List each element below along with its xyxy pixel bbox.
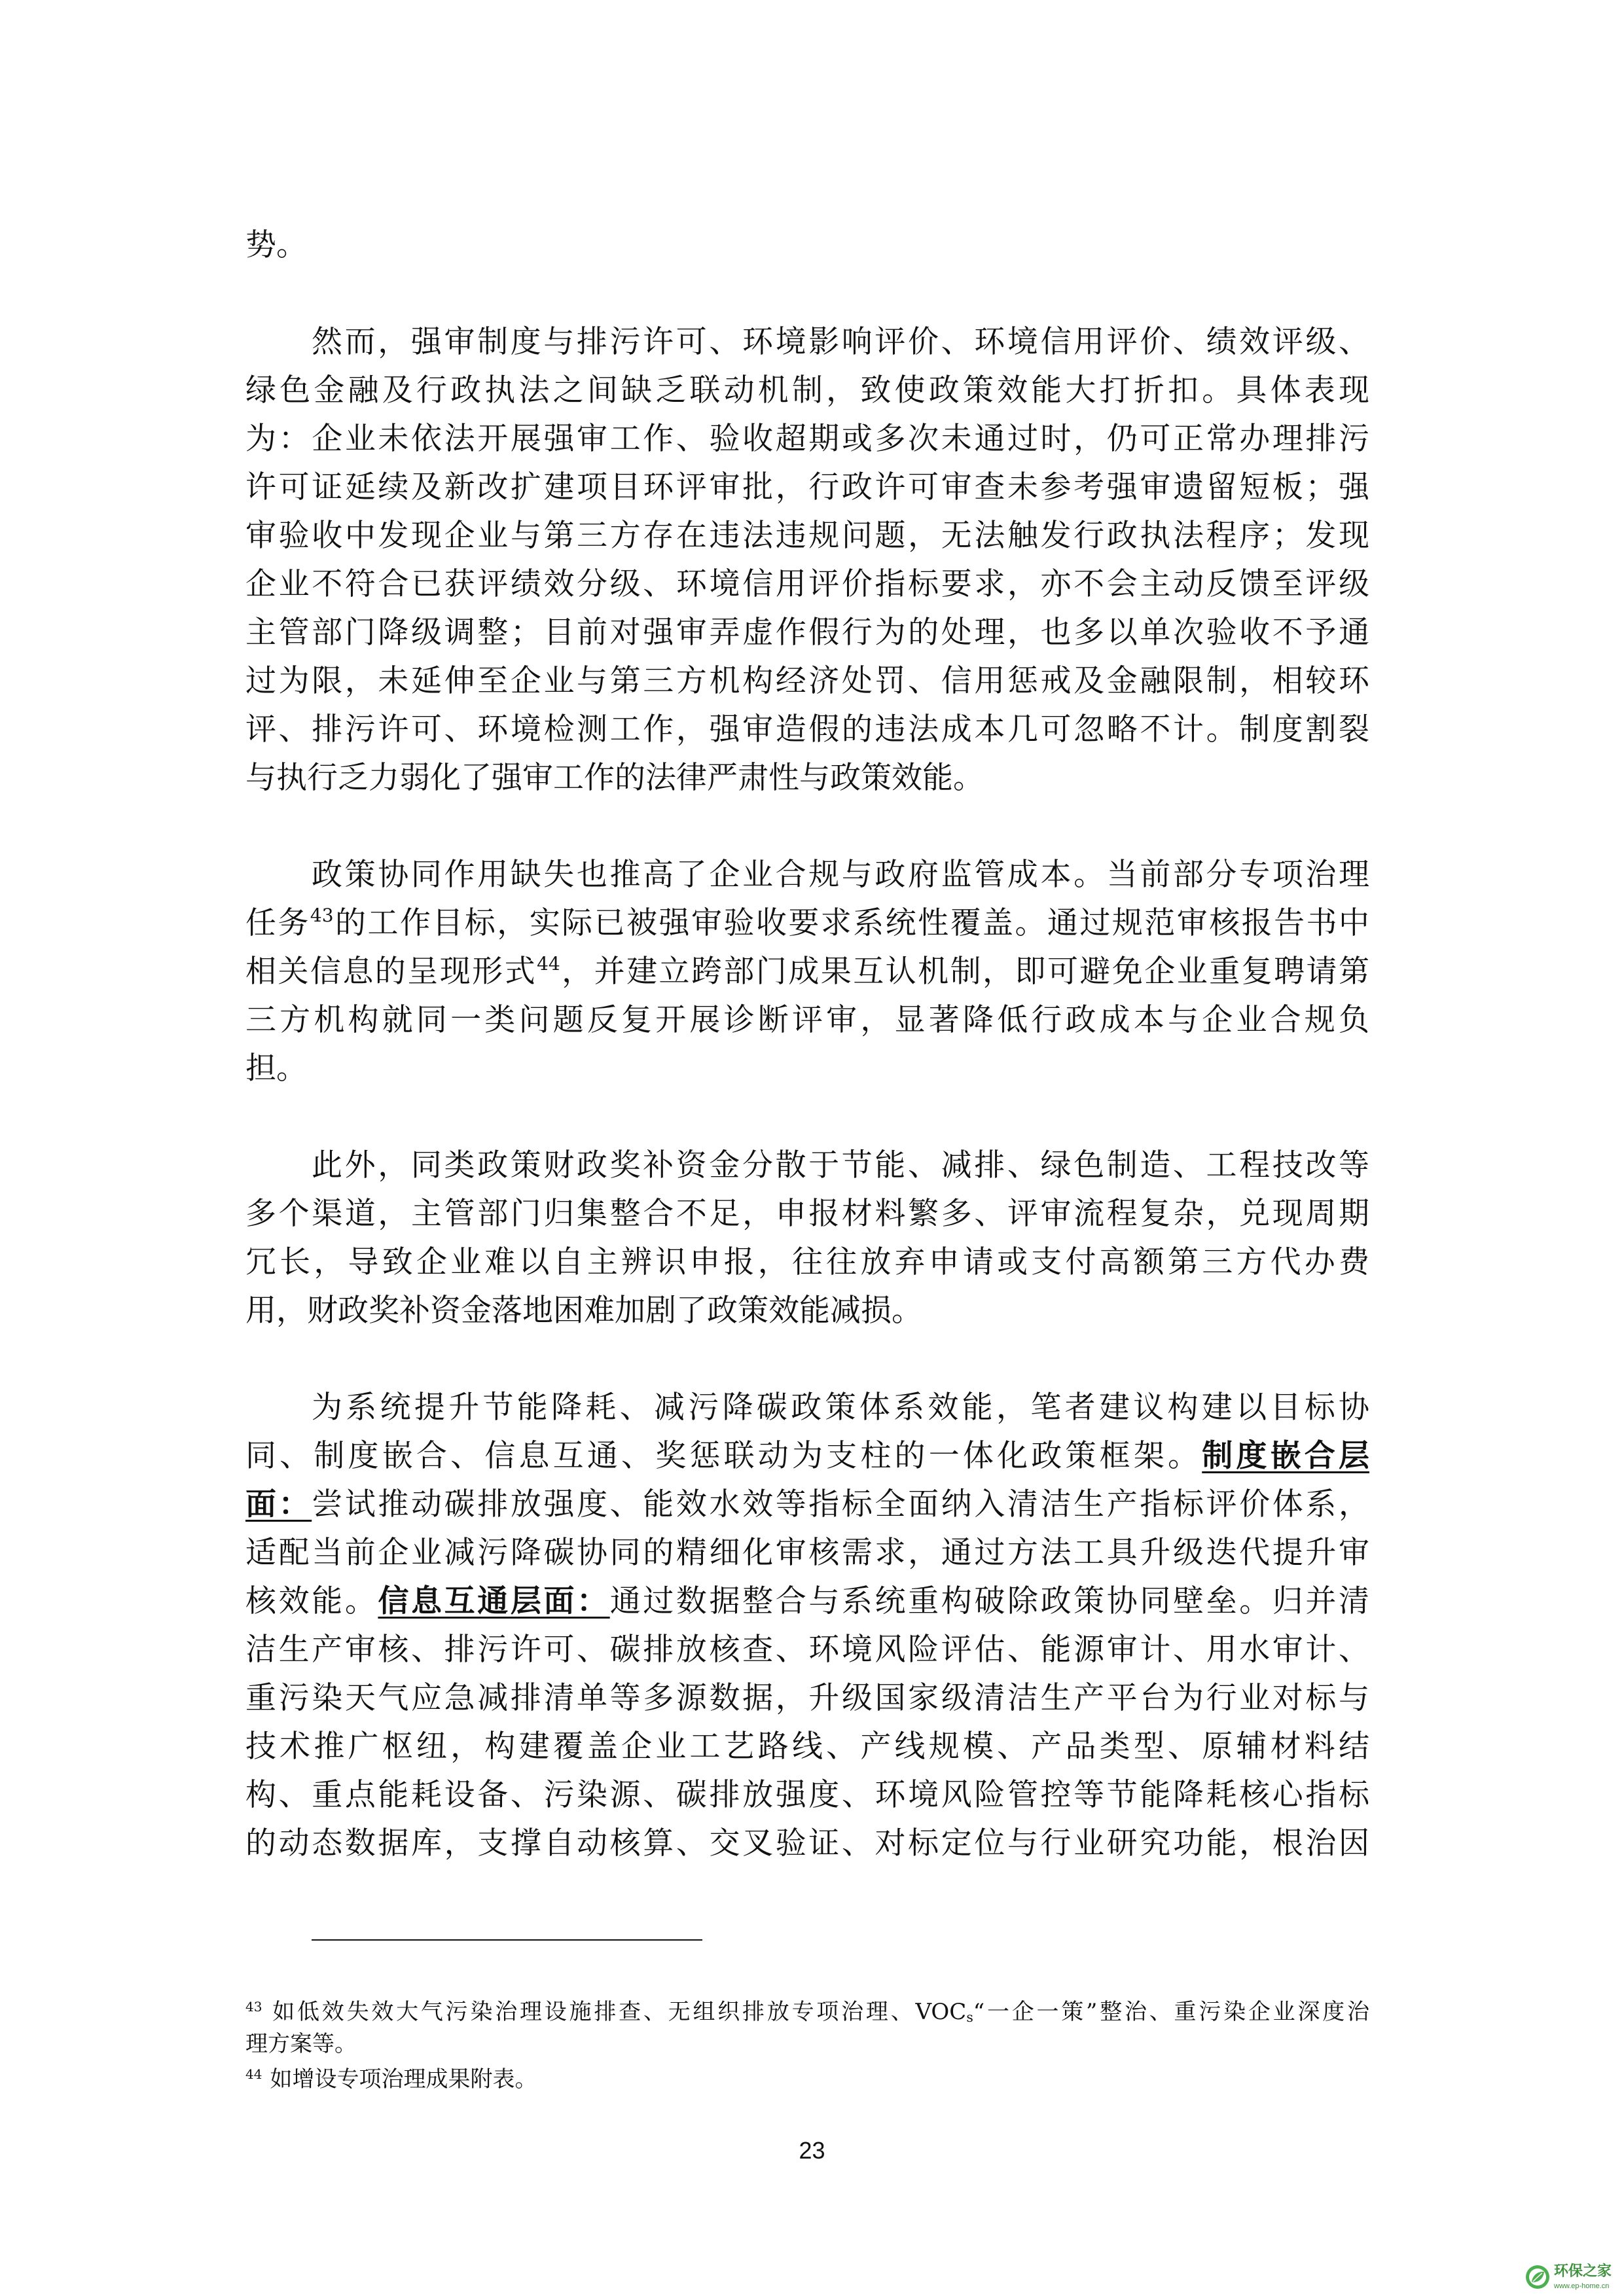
text-run: 为系统提升节能降耗、减污降碳政策体系效能，笔者建议构建以目标协 <box>312 1390 1369 1426</box>
text-run: 重污染天气应急减排清单等多源数据，升级国家级清洁生产平台为行业对标与 <box>245 1680 1369 1716</box>
text-line <box>245 851 1369 899</box>
footnote <box>245 2064 1369 2096</box>
footnote-line <box>245 2064 1369 2096</box>
text-run: 相关信息的呈现形式 <box>245 954 537 990</box>
text-run: 通过数据整合与系统重构破除政策协同壁垒。归并清 <box>609 1583 1370 1619</box>
text-run: 如增设专项治理成果附表。 <box>270 2066 537 2092</box>
subscript: s <box>966 2009 973 2026</box>
text-line <box>245 706 1369 754</box>
text-line <box>245 1723 1369 1771</box>
text-run: 核效能。 <box>245 1583 378 1619</box>
text-run: 主管部门降级调整；目前对强审弄虚作假行为的处理，也多以单次验收不予通 <box>245 615 1369 651</box>
footnote-number: 44 <box>245 2066 262 2082</box>
text-line <box>245 1674 1369 1723</box>
text-run: ，并建立跨部门成果互认机制，即可避免企业重复聘请第 <box>560 954 1370 990</box>
text-line <box>245 1287 1369 1335</box>
paragraph <box>245 1141 1369 1335</box>
text-line <box>245 1141 1369 1190</box>
text-line <box>245 609 1369 657</box>
footnote <box>245 1996 1369 2060</box>
paragraph <box>245 1384 1369 1868</box>
text-run: 理方案等。 <box>245 2031 357 2057</box>
footnote-line <box>245 1996 1369 2028</box>
leaf-logo-icon <box>1525 2265 1550 2289</box>
text-run: 的动态数据库，支撑自动核算、交叉验证、对标定位与行业研究功能，根治因 <box>245 1825 1369 1861</box>
text-line <box>245 415 1369 463</box>
text-run: 势。 <box>245 227 307 263</box>
text-run: 企业不符合已获评绩效分级、环境信用评价指标要求，亦不会主动反馈至评级 <box>245 566 1369 602</box>
text-line <box>245 1238 1369 1287</box>
text-run: “一企一策”整治、重污染企业深度治 <box>973 1999 1369 2025</box>
text-run: 的工作目标，实际已被强审验收要求系统性覆盖。通过规范审核报告书中 <box>333 905 1370 941</box>
footnote-number: 43 <box>245 1999 262 2015</box>
text-run: 然而，强审制度与排污许可、环境影响评价、环境信用评价、绩效评级、 <box>312 324 1369 360</box>
text-run: 任务 <box>245 905 310 941</box>
text-run: 冗长，导致企业难以自主辨识申报，往往放弃申请或支付高额第三方代办费 <box>245 1244 1369 1280</box>
text-line <box>245 221 1369 270</box>
text-line <box>245 1045 1369 1093</box>
text-run: 适配当前企业减污降碳协同的精细化审核需求，通过方法工具升级迭代提升审 <box>245 1535 1369 1571</box>
watermark-url: www.ep-home.cn <box>1554 2282 1610 2290</box>
text-line <box>245 1626 1369 1674</box>
text-line <box>245 996 1369 1045</box>
text-run: 技术推广枢纽，构建覆盖企业工艺路线、产线规模、产品类型、原辅材料结 <box>245 1729 1369 1765</box>
text-run: 构、重点能耗设备、污染源、碳排放强度、环境风险管控等节能降耗核心指标 <box>245 1777 1369 1813</box>
text-run: 为：企业未依法开展强审工作、验收超期或多次未通过时，仍可正常办理排污 <box>245 421 1369 457</box>
footnotes <box>245 1996 1369 2096</box>
footnote-reference: 43 <box>310 905 334 926</box>
text-line <box>245 318 1369 367</box>
watermark-name: 环保之家 <box>1554 2263 1612 2280</box>
emphasis-heading: 信息互通层面： <box>378 1583 610 1619</box>
text-run: 政策协同作用缺失也推高了企业合规与政府监管成本。当前部分专项治理 <box>312 857 1369 893</box>
text-run: 绿色金融及行政执法之间缺乏联动机制，致使政策效能大打折扣。具体表现 <box>245 372 1369 408</box>
text-run: 如低效失效大气污染治理设施排查、无组织排放专项治理、VOC <box>270 1999 967 2025</box>
text-line <box>245 754 1369 802</box>
text-line <box>245 463 1369 512</box>
text-run: 与执行乏力弱化了强审工作的法律严肃性与政策效能。 <box>245 760 984 796</box>
text-line <box>245 367 1369 415</box>
paragraph <box>245 851 1369 1093</box>
text-line <box>245 1771 1369 1820</box>
text-run: 审验收中发现企业与第三方存在违法违规问题，无法触发行政执法程序；发现 <box>245 518 1369 554</box>
text-run: 同、制度嵌合、信息互通、奖惩联动为支柱的一体化政策框架。 <box>245 1438 1202 1474</box>
text-line <box>245 1577 1369 1626</box>
text-line <box>245 1480 1369 1529</box>
footnote-separator <box>312 1939 702 1941</box>
text-run: 三方机构就同一类问题反复开展诊断评审，显著降低行政成本与企业合规负 <box>245 1002 1369 1038</box>
footnote-line <box>245 2028 1369 2060</box>
text-run: 用，财政奖补资金落地困难加剧了政策效能减损。 <box>245 1293 922 1329</box>
text-line <box>245 1384 1369 1432</box>
text-line <box>245 560 1369 609</box>
text-run: 过为限，未延伸至企业与第三方机构经济处罚、信用惩戒及金融限制，相较环 <box>245 663 1369 699</box>
emphasis-heading: 制度嵌合层 <box>1202 1438 1369 1474</box>
text-line <box>245 512 1369 560</box>
text-line <box>245 657 1369 706</box>
page-number: 23 <box>799 2137 825 2164</box>
paragraph <box>245 221 1369 270</box>
emphasis-heading: 面： <box>245 1486 312 1522</box>
body-text <box>245 221 1369 1868</box>
watermark <box>1525 2262 1620 2293</box>
footnote-reference: 44 <box>537 953 560 975</box>
text-run: 评、排污许可、环境检测工作，强审造假的违法成本几可忽略不计。制度割裂 <box>245 711 1369 747</box>
text-run: 尝试推动碳排放强度、能效水效等指标全面纳入清洁生产指标评价体系， <box>312 1486 1370 1522</box>
text-line <box>245 1432 1369 1480</box>
text-run: 此外，同类政策财政奖补资金分散于节能、减排、绿色制造、工程技改等 <box>312 1147 1369 1183</box>
text-run: 担。 <box>245 1050 307 1086</box>
text-line <box>245 1529 1369 1577</box>
text-run: 许可证延续及新改扩建项目环评审批，行政许可审查未参考强审遗留短板；强 <box>245 469 1369 505</box>
text-line <box>245 1820 1369 1868</box>
text-run: 洁生产审核、排污许可、碳排放核查、环境风险评估、能源审计、用水审计、 <box>245 1632 1369 1668</box>
text-line <box>245 1190 1369 1238</box>
paragraph <box>245 318 1369 802</box>
text-run: 多个渠道，主管部门归集整合不足，申报材料繁多、评审流程复杂，兑现周期 <box>245 1196 1369 1232</box>
text-line <box>245 948 1369 996</box>
text-line <box>245 899 1369 948</box>
